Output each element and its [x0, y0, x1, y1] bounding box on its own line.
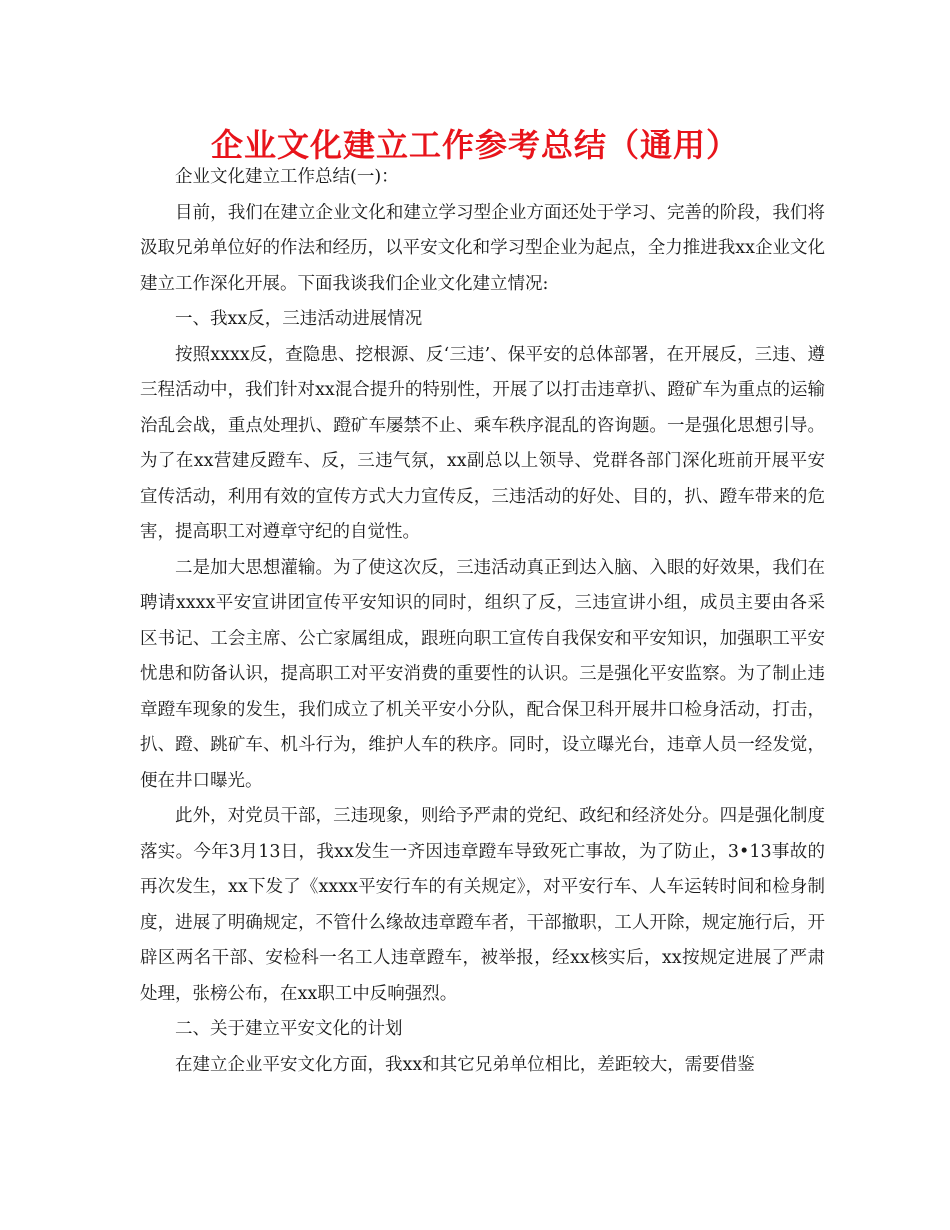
section-heading-2: 二、关于建立平安文化的计划	[175, 1019, 403, 1039]
paragraph-section-1-b: 二是加大思想灌输。为了使这次反，三违活动真正到达入脑、入眼的好效果，我们在聘请xxxx平安宣讲团宣传平安知识的同时，组织了反，三违宣讲小组，成员主要由各采区书记、工会主席、公亡家属组成，跟班向职工宣传自我保安和平安知识，加强职工平安忧患和防备认识，提高职工对平安消费的重要性的认识。三是强化平安监察。为了制止违章蹬车现象的发生，我们成立了机关平安小分队，配合保卫科开展井口检身活动，打击，扒、蹬、跳矿车、机斗行为，维护人车的秩序。同时，设立曝光台，违章人员一经发觉，便在井口曝光。	[140, 557, 825, 791]
paragraph-section-1-c: 此外，对党员干部，三违现象，则给予严肃的党纪、政纪和经济处分。四是强化制度落实。今年3月13日，我xx发生一齐因违章蹬车导致死亡事故，为了防止，3•13事故的再次发生，xx下发了《xxxx平安行车的有关规定》，对平安行车、人车运转时间和检身制度，进展了明确规定，不管什么缘故违章蹬车者，干部撤职，工人开除，规定施行后，开辟区两名干部、安检科一名工人违章蹬车，被举报，经xx核实后，xx按规定进展了严肃处理，张榜公布，在xx职工中反响强烈。	[140, 806, 825, 1004]
paragraph-section-2-a: 在建立企业平安文化方面，我xx和其它兄弟单位相比，差距较大，需要借鉴	[175, 1054, 755, 1075]
document-body	[140, 160, 825, 1083]
paragraph-intro: 目前，我们在建立企业文化和建立学习型企业方面还处于学习、完善的阶段，我们将汲取兄弟单位好的作法和经历，以平安文化和学习型企业为起点，全力推进我xx企业文化建立工作深化开展。下面我谈我们企业文化建立情况:	[140, 202, 825, 294]
document-title: 企业文化建立工作参考总结（通用）	[210, 126, 739, 164]
paragraph-section-1-a: 按照xxxx反，查隐患、挖根源、反‘三违’、保平安的总体部署，在开展反，三违、遵三程活动中，我们针对xx混合提升的特别性，开展了以打击违章扒、蹬矿车为重点的运输治乱会战，重点处理扒、蹬矿车屡禁不止、乘车秩序混乱的咨询题。一是强化思想引导。为了在xx营建反蹬车、反，三违气氛，xx副总以上领导、党群各部门深化班前开展平安宣传活动，利用有效的宣传方式大力宣传反，三违活动的好处、目的，扒、蹬车带来的危害，提高职工对遵章守纪的自觉性。	[140, 344, 825, 542]
paragraph-intro-heading: 企业文化建立工作总结(一)：	[175, 167, 399, 187]
section-heading-1: 一、我xx反，三违活动进展情况	[175, 309, 423, 329]
